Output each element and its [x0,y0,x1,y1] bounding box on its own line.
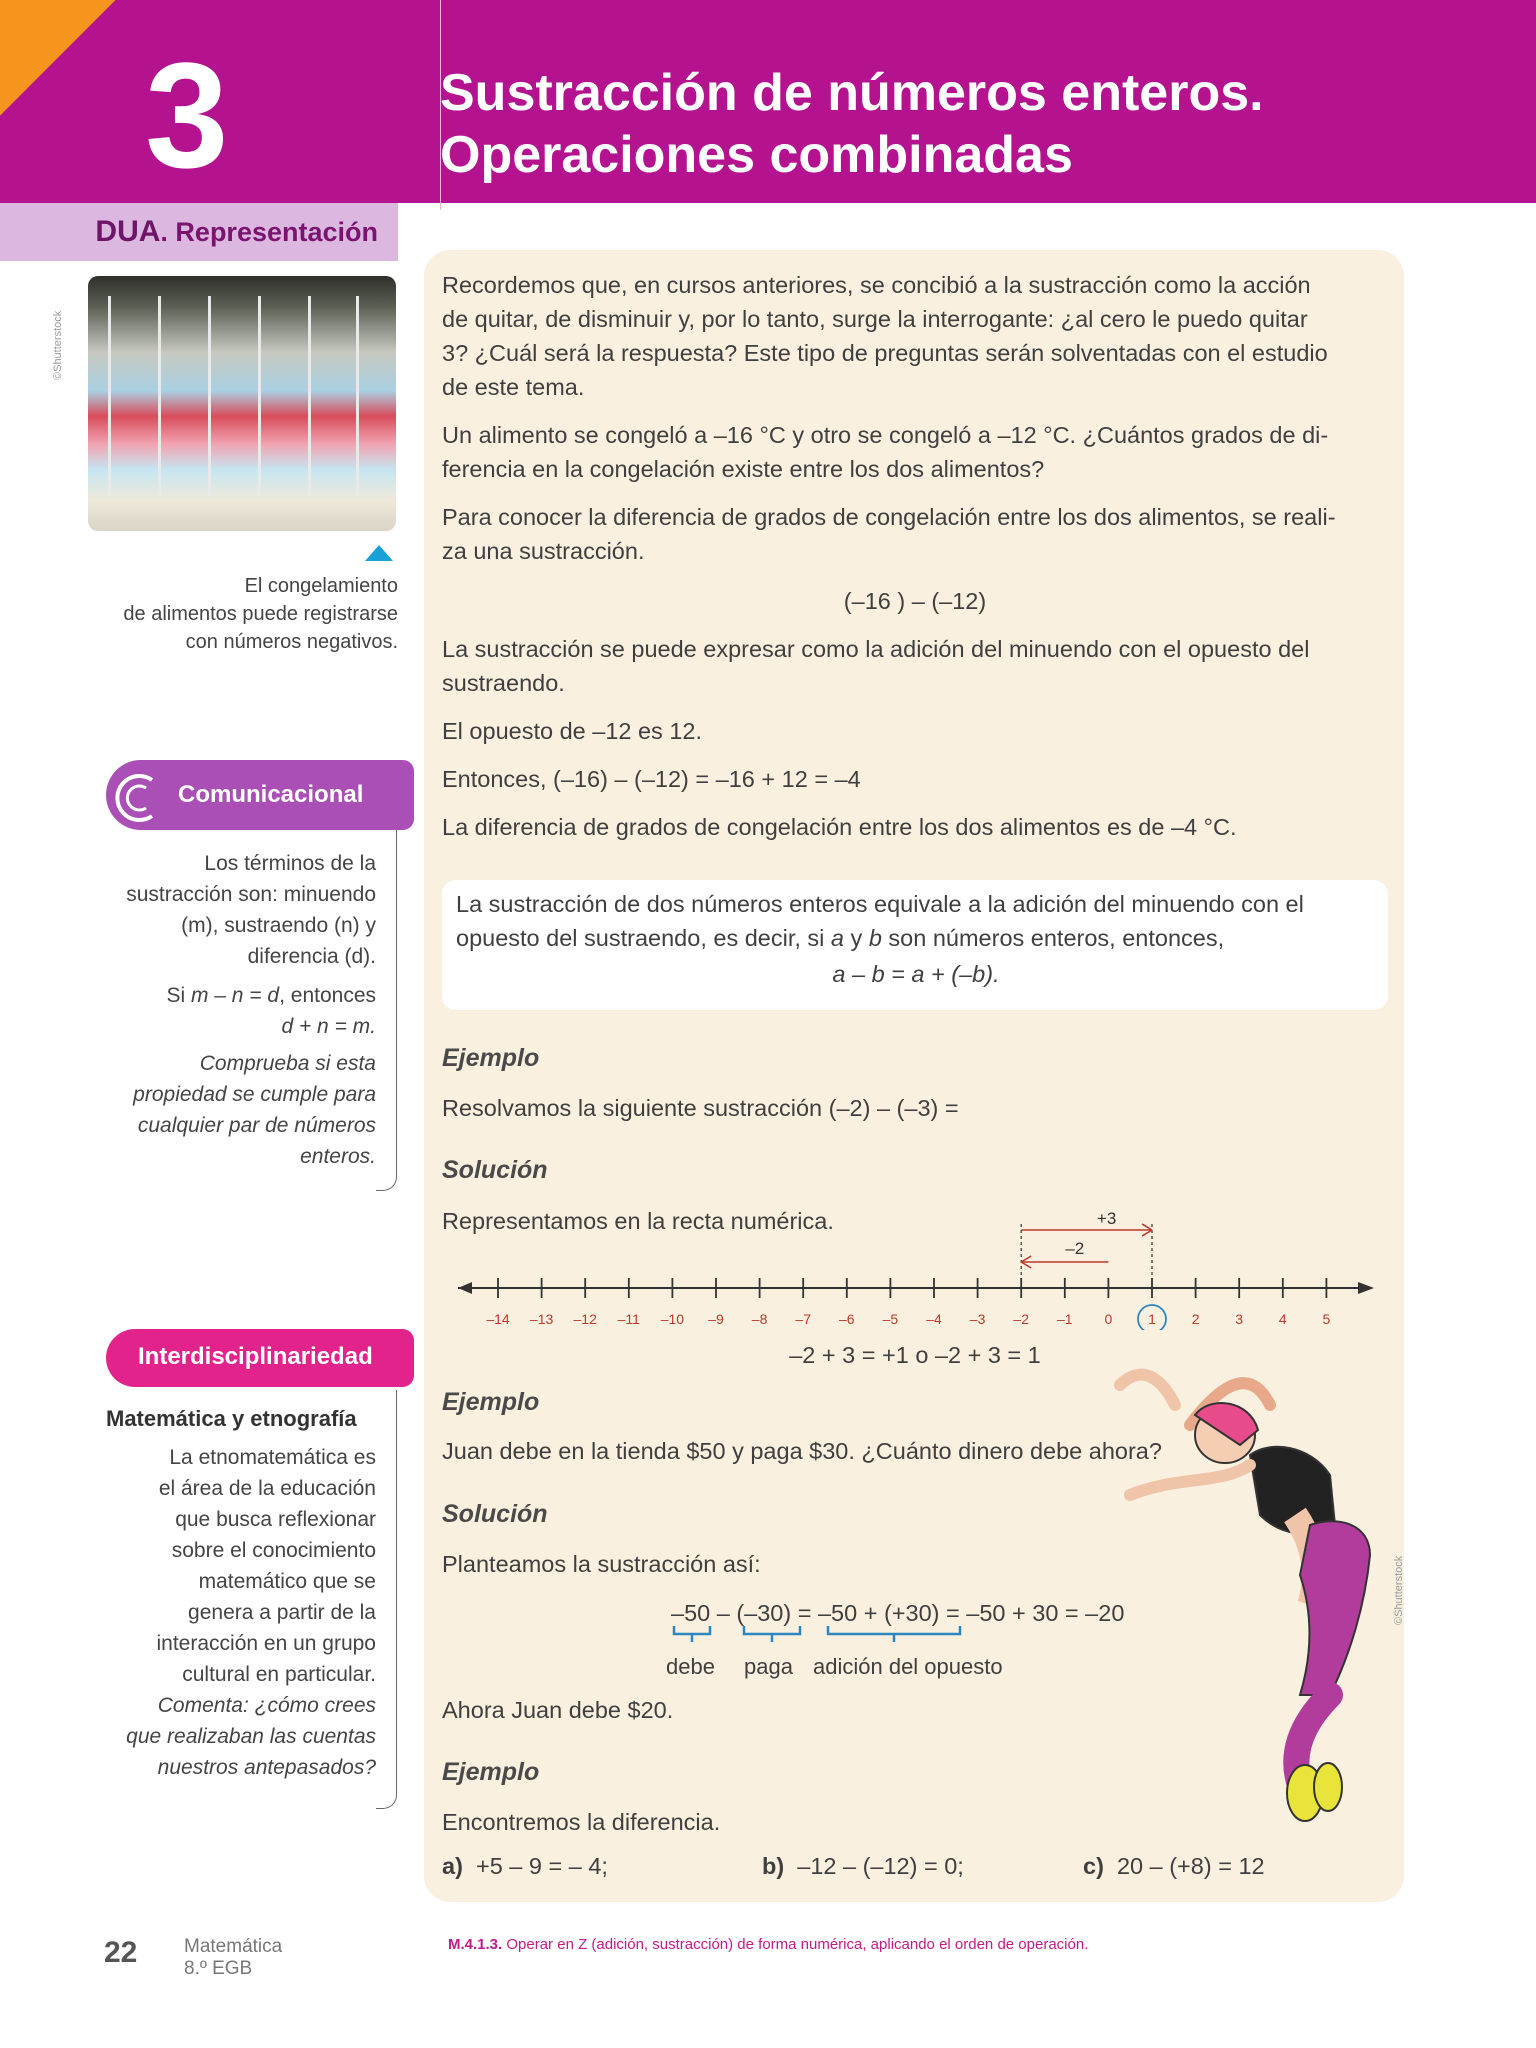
standard-text: Operar en Z (adición, sustracción) de forma numérica, aplicando el orden de operación. [502,1936,1089,1953]
equation-braces [660,1622,980,1644]
text-line: La etnomatemática es [169,1446,376,1469]
prompt [100,1690,376,1783]
example-2-equation: –50 – (–30) = –50 + (+30) = –50 + 30 = –20 [671,1600,1125,1626]
explanation-paragraph [442,632,1392,700]
text-line: sustraendo. [442,670,565,696]
text-line: de este tema. [442,374,585,400]
exercise-c-label: c) [1083,1853,1104,1879]
interdisciplinariedad-body [100,1442,376,1783]
text-line: sobre el conocimiento [171,1539,376,1562]
text-line: Un alimento se congeló a –16 °C y otro se congeló a –12 °C. ¿Cuántos grados de di- [442,422,1329,448]
chapter-number: 3 [145,31,229,199]
example-2-statement: Juan debe en la tienda $50 y paga $30. ¿Cuánto dinero debe ahora? [442,1438,1162,1464]
formula: m – n = d [190,984,280,1007]
tick-label: –5 [882,1311,899,1327]
example-3-title: Ejemplo [442,1758,540,1786]
exercise-b-label: b) [762,1853,785,1879]
text-line: (m), sustraendo (n) y [181,914,376,937]
text-line: propiedad se cumple para [133,1083,376,1106]
number-line [440,1210,1400,1330]
text-line: el área de la educación [158,1477,376,1500]
example-2-title: Ejemplo [442,1388,540,1416]
tick-label: –6 [839,1311,855,1327]
example-3-statement: Encontremos la diferencia. [442,1809,721,1835]
text-line: Para conocer la diferencia de grados de congelación entre los dos alimentos, se reali- [442,504,1336,530]
dua-label [95,215,378,249]
plus-arrow-label: +3 [1096,1210,1117,1228]
text-line: que realizaban las cuentas [126,1725,376,1748]
intro-paragraph [442,268,1392,404]
text-span: , entonces [279,984,376,1007]
interdisciplinariedad-bracket [376,1390,397,1809]
axis-right-arrow [1358,1282,1374,1294]
caption-triangle-icon [365,545,393,561]
tick-label: 1 [1148,1311,1156,1327]
rule-formula: a – b = a + (–b). [832,961,1000,987]
text-span: opuesto del sustraendo, es decir, si [456,925,831,951]
tick-label: –7 [795,1311,811,1327]
text-line: interacción en un grupo [156,1632,376,1655]
photo-door [308,296,345,496]
dua-bold: DUA [95,215,161,248]
text-line: ferencia en la congelación existe entre los dos alimentos? [442,456,1045,482]
photo-door [258,296,295,496]
text-line: cualquier par de números [137,1114,376,1137]
tick-label: –9 [708,1311,724,1327]
example-1-result: –2 + 3 = +1 o –2 + 3 = 1 [789,1342,1041,1368]
interdisciplinariedad-title: Interdisciplinariedad [138,1343,373,1370]
exercise-a [442,1853,608,1880]
formula-line [100,1011,376,1042]
tick-label: –1 [1057,1311,1073,1327]
photo-credit: ©Shutterstock [52,310,64,380]
photo-door [108,296,145,496]
exercise-c-text: 20 – (+8) = 12 [1116,1853,1265,1879]
comunicacional-title: Comunicacional [178,781,364,808]
tick-label: –4 [926,1311,942,1327]
page-number: 22 [104,1936,138,1969]
text-line: La sustracción se puede expresar como la adición del minuendo con el opuesto del [442,636,1310,662]
text-line: Los términos de la [204,852,376,875]
tick-label: 0 [1104,1311,1113,1327]
text-line: 3? ¿Cuál será la respuesta? Este tipo de preguntas serán solventadas con el estudio [442,340,1328,366]
comunicacional-body [100,848,376,1172]
text-line: que busca reflexionar [175,1508,376,1531]
exercise-b [762,1853,964,1880]
text-span: Si [166,984,191,1007]
text-line [456,921,1376,955]
tick-label: 2 [1191,1311,1200,1327]
photo-door [158,296,195,496]
example-1-solution-text: Representamos en la recta numérica. [442,1208,834,1234]
tick-label: –13 [529,1311,554,1327]
photo-door [208,296,245,496]
label-adicion: adición del opuesto [813,1654,1003,1679]
text-line: sustracción son: minuendo [126,883,376,906]
problem-paragraph [442,418,1392,486]
text-line: La sustracción de dos números enteros equivale a la adición del minuendo con el [456,891,1304,917]
variable-a: a [830,925,844,951]
tick-label: 4 [1278,1311,1287,1327]
tick-label: –8 [751,1311,768,1327]
title-line-2: Operaciones combinadas [440,126,1073,184]
caption-line: con números negativos. [185,631,398,653]
exercise-a-text: +5 – 9 = – 4; [475,1853,608,1879]
computation: Entonces, (–16) – (–12) = –16 + 12 = –4 [442,766,861,792]
dancer-illustration [1100,1345,1430,1825]
text-span: y [844,925,869,951]
page-title [440,62,1264,186]
text-line [100,980,376,1011]
label-paga: paga [744,1654,793,1679]
dancer-credit: ©Shutterstock [1393,1555,1405,1625]
standard-code: M.4.1.3. [448,1936,503,1953]
tick-label: –2 [1013,1311,1029,1327]
title-line-1: Sustracción de números enteros. [440,64,1264,122]
text-line: Recordemos que, en cursos anteriores, se concibió a la sustracción como la acción [442,272,1311,298]
tick-label: 3 [1235,1311,1244,1327]
photo-caption [88,572,398,656]
c-logo-icon [112,770,164,826]
tick-label: –10 [660,1311,685,1327]
example-1-solution-title: Solución [442,1156,548,1184]
comunicacional-bracket [376,830,397,1191]
tick-label: –3 [969,1311,986,1327]
example-1-title: Ejemplo [442,1044,540,1072]
grade-line: 8.º EGB [184,1958,253,1979]
curriculum-standard [448,1936,1088,1953]
rule-text [456,887,1376,991]
label-debe: debe [666,1654,715,1679]
text-line: Comprueba si esta [199,1052,376,1075]
photo-door [356,296,393,496]
variable-b: b [868,925,882,951]
text-line: enteros. [300,1145,376,1168]
text-line: matemático que se [198,1570,376,1593]
subject-line: Matemática [184,1936,283,1957]
example-2-solution-title: Solución [442,1500,548,1528]
text-span: son números enteros, entonces, [881,925,1225,951]
minus-arrow-label: –2 [1065,1239,1085,1258]
conclusion: La diferencia de grados de congelación entre los dos alimentos es de –4 °C. [442,814,1237,840]
text-line: za una sustracción. [442,538,645,564]
text-line: diferencia (d). [247,945,376,968]
tick-label: –14 [486,1311,510,1327]
dua-bar [0,203,398,261]
text-line: genera a partir de la [188,1601,376,1624]
freezer-photo [88,276,396,531]
exercise-c [1083,1853,1265,1880]
example-2-conclusion: Ahora Juan debe $20. [442,1697,674,1723]
exercise-b-text: –12 – (–12) = 0; [797,1853,964,1879]
exercise-a-label: a) [442,1853,463,1879]
example-1-statement: Resolvamos la siguiente sustracción (–2) – (–3) = [442,1095,959,1121]
interdisciplinariedad-subtitle: Matemática y etnografía [106,1406,357,1431]
dua-representacion: . Representación [160,217,378,247]
formula: d + n = m. [281,1015,376,1038]
text-line: Comenta: ¿cómo crees [157,1694,376,1717]
caption-line: El congelamiento [244,575,398,597]
caption-line: de alimentos puede registrarse [123,603,398,625]
subject-label [184,1936,282,1980]
prompt [100,1048,376,1172]
text-line: cultural en particular. [182,1663,376,1686]
example-2-solution-text: Planteamos la sustracción así: [442,1551,761,1577]
tick-label: –11 [617,1311,640,1327]
text-line: nuestros antepasados? [157,1756,376,1779]
text-line: de quitar, de disminuir y, por lo tanto, surge la interrogante: ¿al cero le puedo quitar [442,306,1308,332]
header-orange-corner [0,0,116,156]
axis-left-arrow [458,1282,472,1294]
equation-1: (–16 ) – (–12) [843,588,987,614]
tick-label: –12 [573,1311,597,1327]
method-paragraph [442,500,1392,568]
opposite-statement: El opuesto de –12 es 12. [442,718,703,744]
tick-label: 5 [1322,1311,1331,1327]
